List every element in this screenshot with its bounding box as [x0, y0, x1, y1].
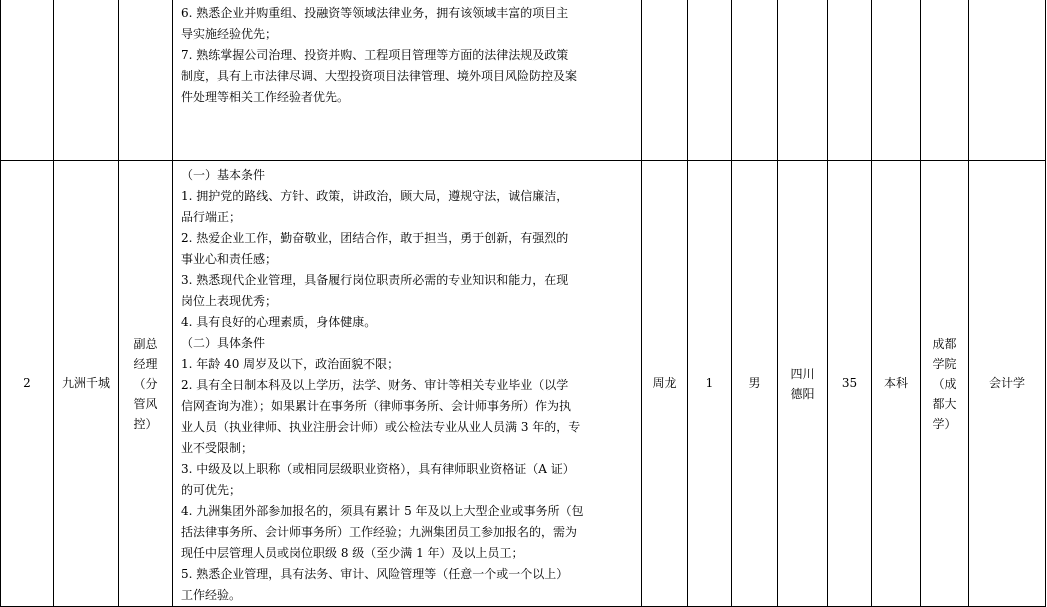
requirements-cell — [173, 0, 642, 161]
school-cell — [921, 161, 969, 607]
requirement-line: 括法律事务所、会计师事务所）工作经验；九洲集团员工参加报名的，需为 — [181, 525, 578, 539]
school-cell — [921, 0, 969, 161]
index-cell: 2 — [1, 161, 54, 607]
education-cell: 本科 — [872, 161, 921, 607]
major-cell: 会计学 — [969, 161, 1046, 607]
requirement-line: 业不受限制； — [181, 441, 254, 455]
origin-line: 德阳 — [790, 386, 815, 401]
name-cell — [642, 0, 688, 161]
company-cell: 九洲千城 — [54, 161, 119, 607]
table-row — [1, 161, 1046, 607]
requirement-line: 导实施经验优先； — [181, 27, 278, 41]
requirement-line: 4. 九洲集团外部参加报名的，须具有累计 5 年及以上大型企业或事务所（包 — [181, 504, 584, 518]
table-row — [1, 0, 1046, 161]
origin-line: 四川 — [790, 366, 815, 381]
school-line: 学） — [932, 416, 957, 431]
position-cell — [119, 0, 173, 161]
requirement-line: 7. 熟练掌握公司治理、投资并购、工程项目管理等方面的法律法规及政策 — [181, 48, 569, 62]
requirement-line: 3. 熟悉现代企业管理，具备履行岗位职责所必需的专业知识和能力，在现 — [181, 273, 569, 287]
requirement-line: 信网查询为准）；如果累计在事务所（律师事务所、会计师事务所）作为执 — [181, 399, 572, 413]
requirement-line: 的可优先； — [181, 483, 242, 497]
requirement-line: 2. 热爱企业工作，勤奋敬业，团结合作，敢于担当，勇于创新，有强烈的 — [181, 231, 569, 245]
age-cell — [828, 0, 872, 161]
requirement-line: 件处理等相关工作经验者优先。 — [181, 90, 350, 104]
education-cell — [872, 0, 921, 161]
major-cell — [969, 0, 1046, 161]
requirement-line: 品行端正； — [181, 210, 242, 224]
requirements-cell — [173, 161, 642, 607]
school-line: （成 — [932, 376, 957, 391]
school-line: 都大 — [932, 396, 957, 411]
school-line: 学院 — [932, 356, 957, 371]
requirement-line: 3. 中级及以上职称（或相同层级职业资格），具有律师职业资格证（A 证） — [181, 462, 575, 476]
requirement-line: 制度，具有上市法律尽调、大型投资项目法律管理、境外项目风险防控及案 — [181, 69, 578, 83]
position-line: 副总 — [133, 336, 158, 351]
position-line: 控） — [133, 416, 158, 431]
requirement-line: 岗位上表现优秀； — [181, 294, 278, 308]
requirement-line: 现任中层管理人员或岗位职级 8 级（至少满 1 年）及以上员工； — [181, 546, 524, 560]
origin-cell — [778, 161, 828, 607]
requirement-line: 1. 拥护党的路线、方针、政策，讲政治，顾大局，遵规守法，诚信廉洁， — [181, 189, 569, 203]
gender-cell: 男 — [732, 161, 778, 607]
requirement-line: 6. 熟悉企业并购重组、投融资等领域法律业务，拥有该领域丰富的项目主 — [181, 6, 569, 20]
position-line: （分 — [133, 376, 158, 391]
age-cell: 35 — [828, 161, 872, 607]
requirement-line: （二）具体条件 — [181, 336, 266, 350]
requirement-line: 事业心和责任感； — [181, 252, 278, 266]
position-cell — [119, 161, 173, 607]
requirement-line: 2. 具有全日制本科及以上学历，法学、财务、审计等相关专业毕业（以学 — [181, 378, 569, 392]
gender-cell — [732, 0, 778, 161]
requirement-line: 1. 年龄 40 周岁及以下，政治面貌不限； — [181, 357, 400, 371]
requirement-line: 4. 具有良好的心理素质，身体健康。 — [181, 315, 377, 329]
company-cell — [54, 0, 119, 161]
origin-cell — [778, 0, 828, 161]
name-cell: 周龙 — [642, 161, 688, 607]
requirement-line: 5. 熟悉企业管理，具有法务、审计、风险管理等（任意一个或一个以上） — [181, 567, 569, 581]
school-line: 成都 — [932, 336, 957, 351]
position-line: 经理 — [133, 356, 158, 371]
requirement-line: （一）基本条件 — [181, 168, 266, 182]
index-cell — [1, 0, 54, 161]
position-line: 管风 — [133, 396, 158, 411]
count-cell — [688, 0, 732, 161]
count-cell: 1 — [688, 161, 732, 607]
requirement-line: 工作经验。 — [181, 588, 242, 602]
requirement-line: 业人员（执业律师、执业注册会计师）或公检法专业从业人员满 3 年的，专 — [181, 420, 581, 434]
